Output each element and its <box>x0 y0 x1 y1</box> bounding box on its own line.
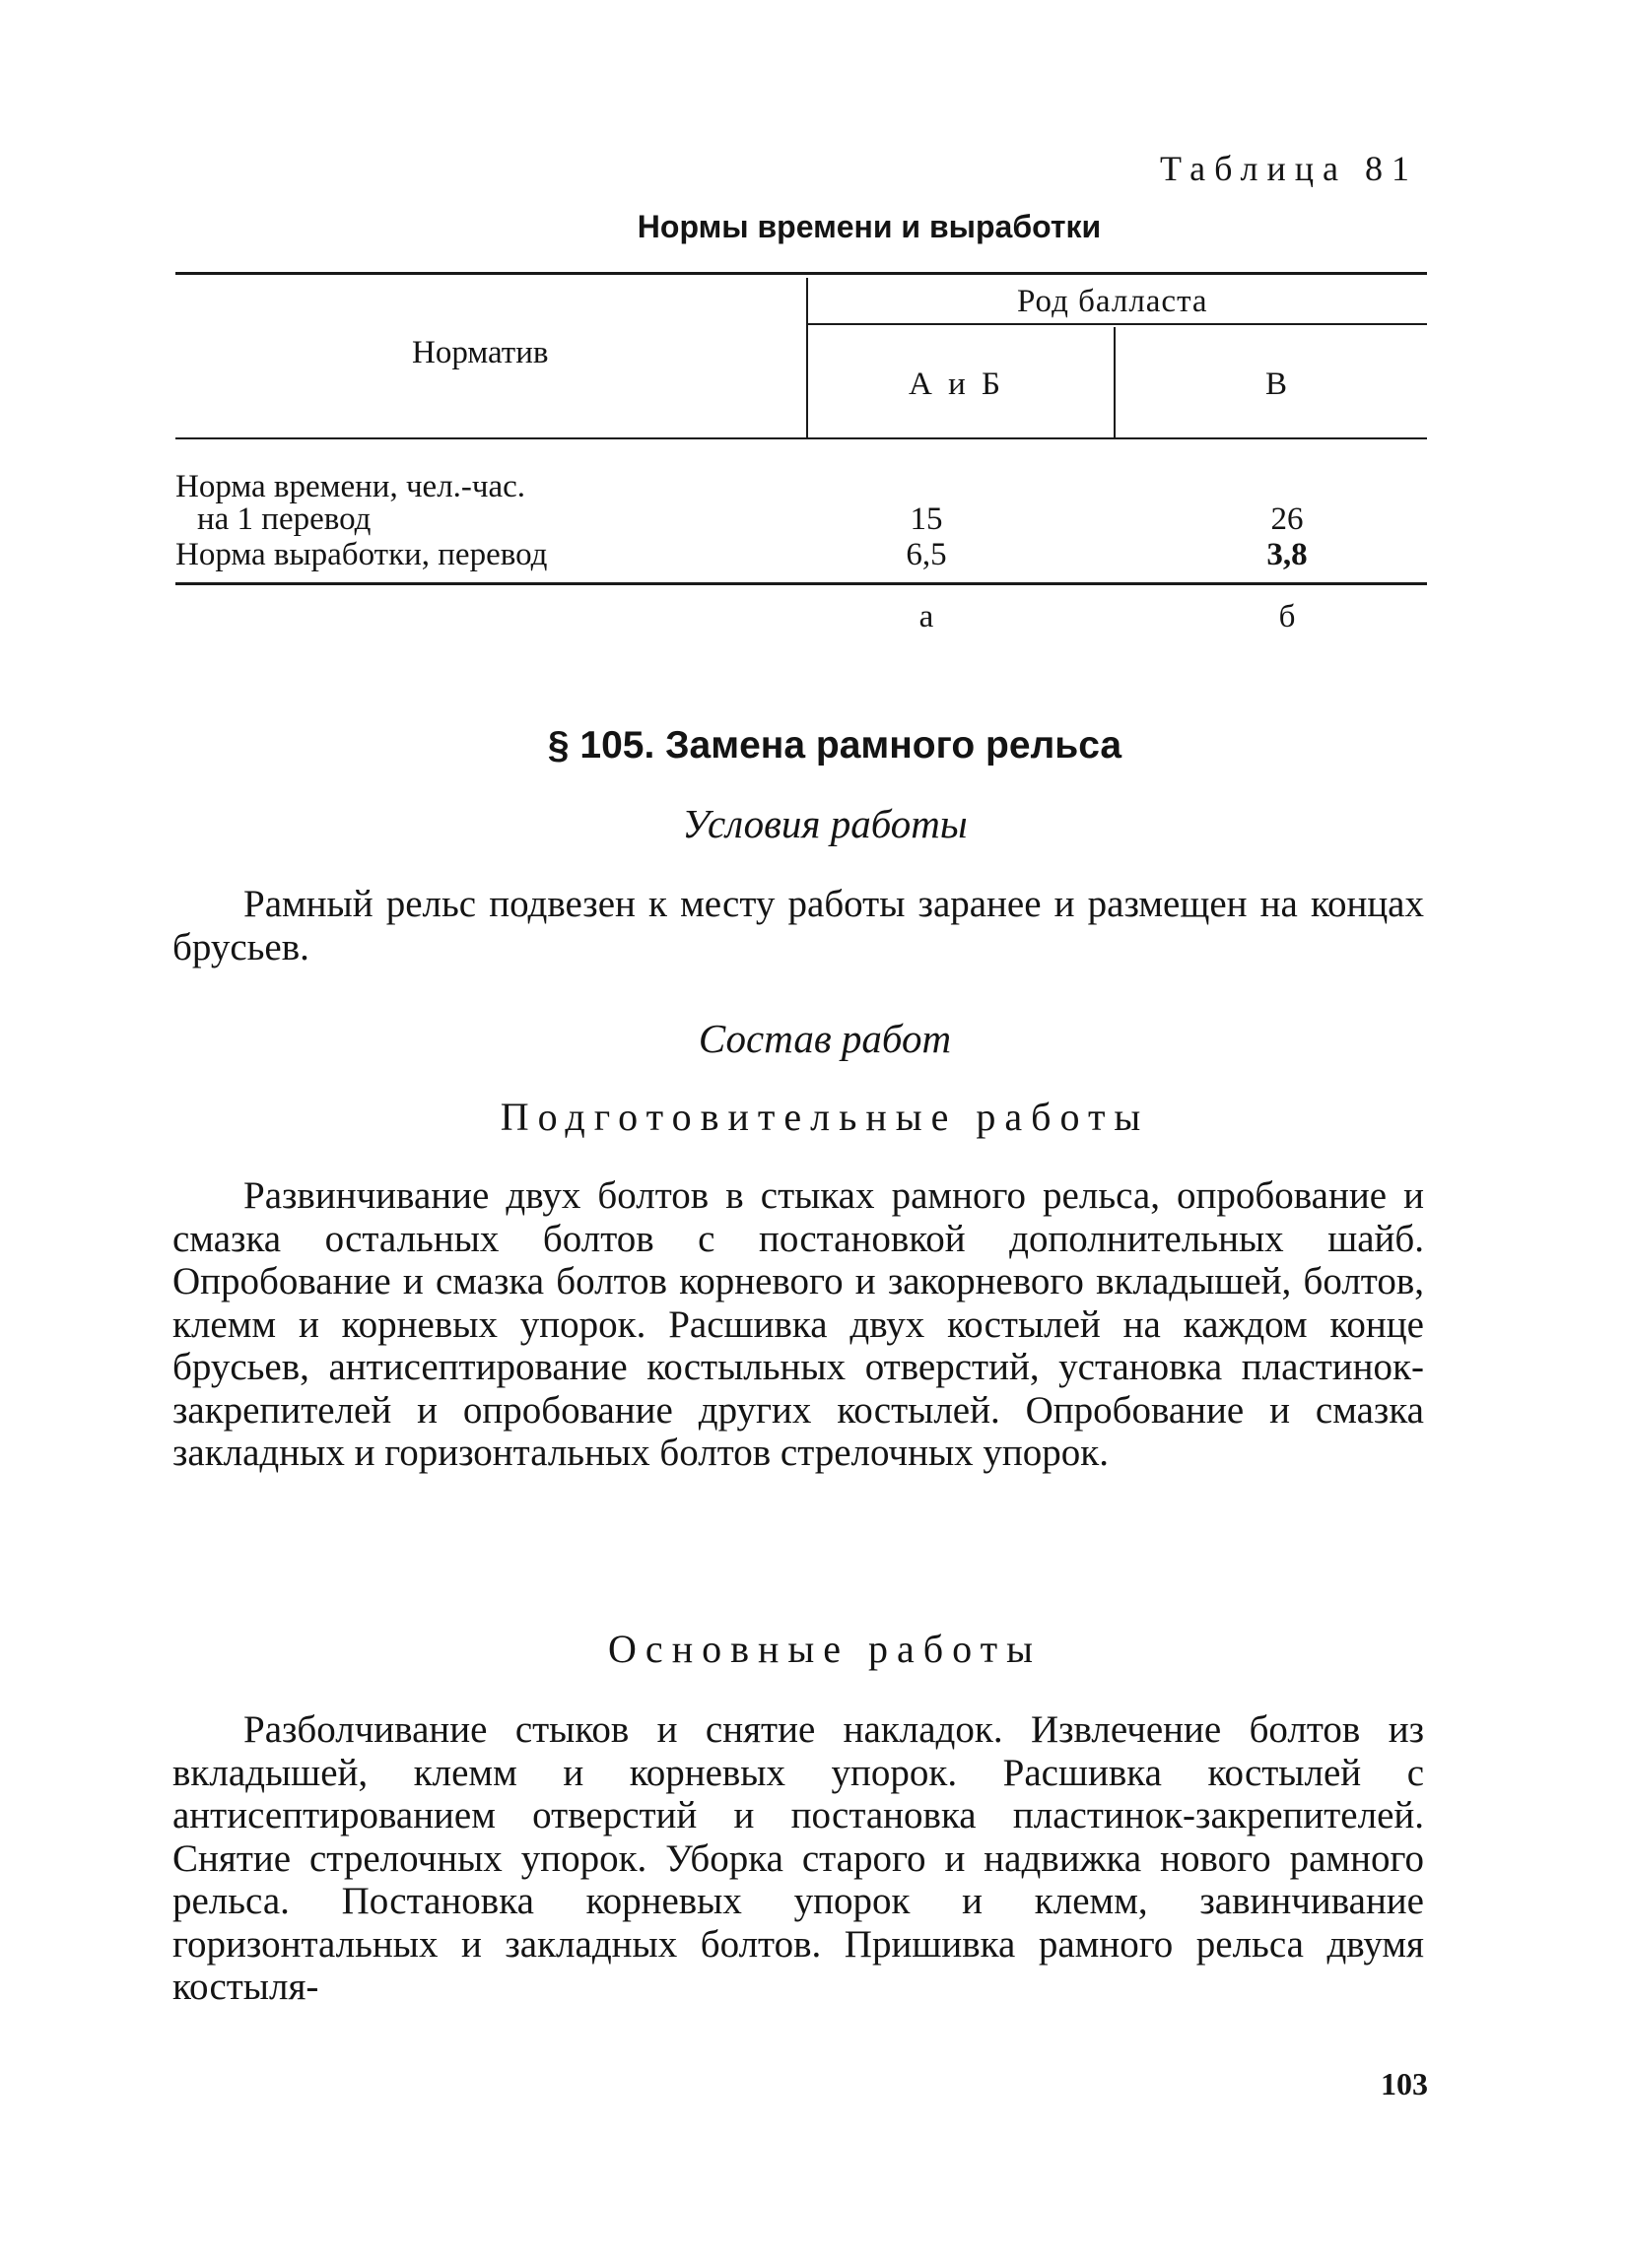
main-works-paragraph: Разболчивание стыков и снятие накладок. Извлечение болтов из вкладышей, клемм и корневых упорок. Расшивка костылей с антисептированием отверстий и постановка пластинок-закрепителей. Снятие стрелочных упорок. Уборка старого и надвижка нового рамного рельса. Постановка корневых упорок и клемм, завинчивание горизонтальных и закладных болтов. Пришивка рамного рельса двумя костыля- <box>172 1708 1424 2008</box>
table-footer-marker-v: б <box>1278 599 1296 634</box>
table-header-col-ab: А и Б <box>909 367 1004 402</box>
table-title: Нормы времени и выработки <box>637 209 1102 244</box>
table-header-ballast-group: Род балласта <box>1017 284 1208 319</box>
table-row-1-value-ab: 15 <box>910 501 943 537</box>
table-row-1-value-v: 26 <box>1270 501 1304 537</box>
table-number-label: Таблица 81 <box>1160 149 1418 188</box>
table-col-divider-1 <box>806 278 808 437</box>
table-row-2-value-v: 3,8 <box>1266 537 1308 572</box>
table-header-bottom-rule <box>175 437 1427 439</box>
table-row-2-label: Норма выработки, перевод <box>175 537 548 572</box>
conditions-paragraph: Рамный рельс подвезен к месту работы заранее и размещен на концах брусьев. <box>172 883 1424 968</box>
section-title: § 105. Замена рамного рельса <box>547 724 1122 767</box>
table-top-rule <box>175 272 1427 275</box>
prep-works-heading: Подготовительные работы <box>500 1095 1150 1139</box>
prep-works-paragraph: Развинчивание двух болтов в стыках рамного рельса, опробование и смазка остальных болтов с постановкой дополнительных шайб. Опробование и смазка болтов корневого и закорневого вкладышей, болтов, клемм и корневых упорок. Расшивка двух костылей на каждом конце брусьев, антисептирование костыльных отверстий, установка пластинок-закрепителей и опробование других костылей. Опробование и смазка закладных и горизонтальных болтов стрелочных упорок. <box>172 1174 1424 1474</box>
table-row-1-label-line1: Норма времени, чел.-час. <box>175 469 526 504</box>
composition-heading: Состав работ <box>698 1016 952 1061</box>
table-group-rule <box>808 323 1427 325</box>
table-col-divider-2 <box>1114 327 1116 437</box>
table-header-normativ: Норматив <box>412 335 549 370</box>
table-footer-marker-ab: а <box>918 599 934 634</box>
table-bottom-rule <box>175 582 1427 585</box>
conditions-heading: Условия работы <box>682 801 968 846</box>
main-works-heading: Основные работы <box>608 1627 1042 1671</box>
table-row-1-label-line2: на 1 перевод <box>197 501 372 537</box>
table-header-col-v: В <box>1265 367 1288 402</box>
table-row-2-value-ab: 6,5 <box>906 537 947 572</box>
page-number: 103 <box>1381 2066 1428 2101</box>
